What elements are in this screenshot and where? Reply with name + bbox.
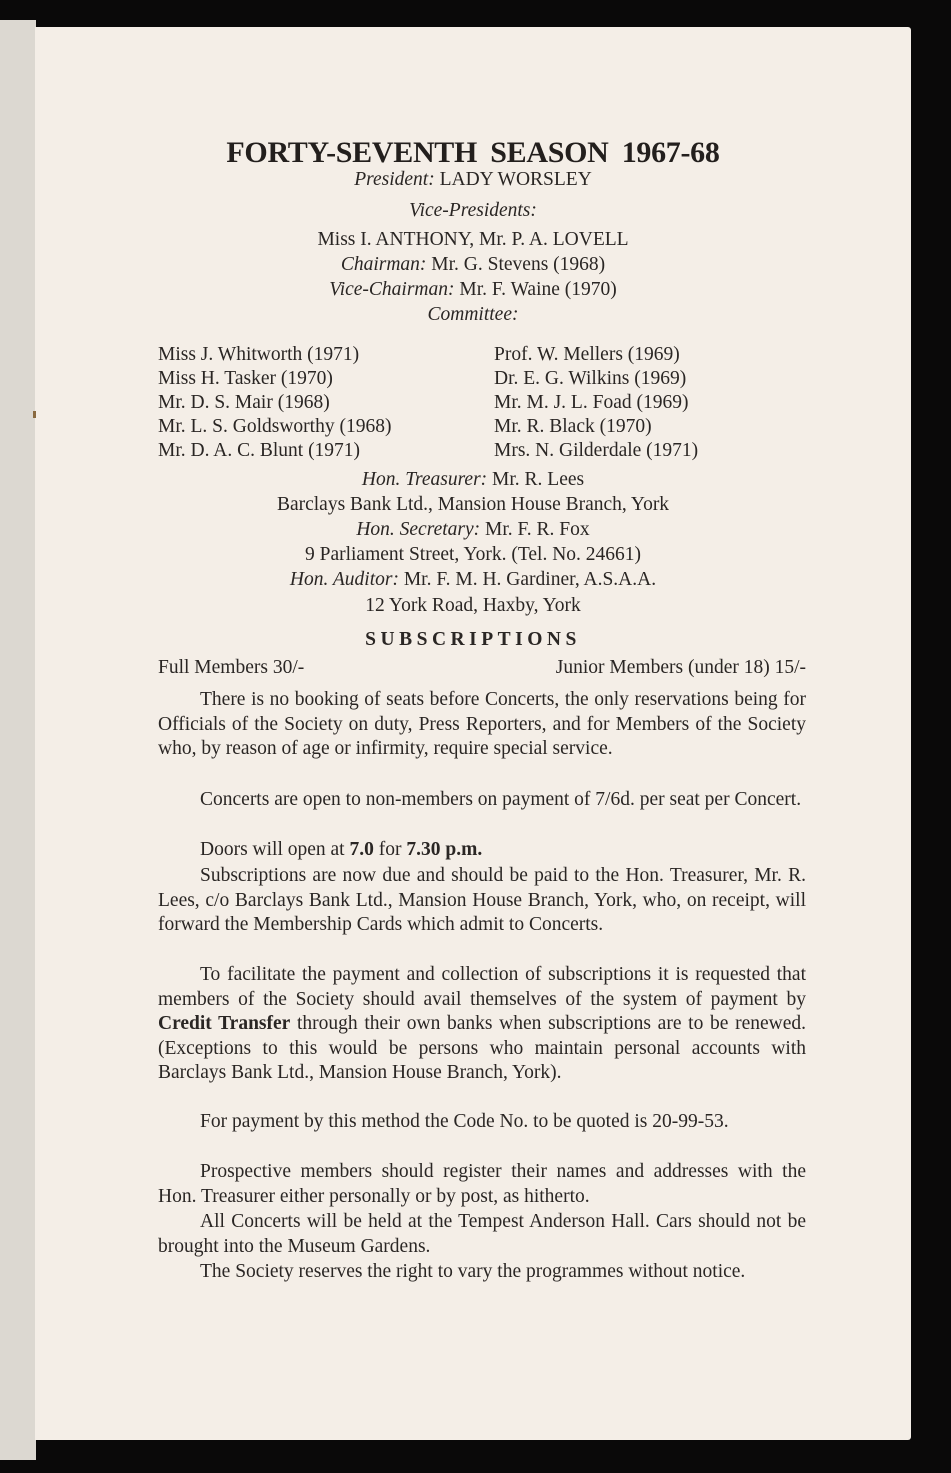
- committee-heading: [35, 303, 911, 327]
- credit-transfer-text-b: through their own banks when subscriptions are to be renewed. (Exceptions to this would be persons who maintain personal accounts with Barclays Bank Ltd., Mansion House Branch, York).: [158, 1013, 806, 1083]
- vice-chairman-name: Mr. F. Waine (1970): [459, 279, 617, 300]
- president-label: President:: [354, 169, 435, 190]
- secretary-line: [35, 518, 911, 542]
- junior-members-fee: Junior Members (under 18) 15/-: [555, 657, 806, 678]
- paragraph-subscriptions-due-text: Subscriptions are now due and should be paid to the Hon. Treasurer, Mr. R. Lees, c/o Barclays Bank Ltd., Mansion House Branch, York, who, on receipt, will forward the Membership Cards which admit to Concerts.: [158, 865, 806, 935]
- paragraph-non-members: [158, 788, 806, 813]
- paragraph-subscriptions-due: [158, 864, 806, 938]
- committee-member: Mr. M. J. L. Foad (1969): [494, 392, 689, 413]
- secretary-label: Hon. Secretary:: [356, 519, 481, 540]
- treasurer-address: Barclays Bank Ltd., Mansion House Branch, York: [276, 494, 670, 515]
- subscriptions-heading: SUBSCRIPTIONS: [365, 629, 581, 650]
- committee-member: Mr. L. S. Goldsworthy (1968): [158, 416, 392, 437]
- secretary-name: Mr. F. R. Fox: [485, 519, 590, 540]
- paragraph-credit-transfer: [158, 963, 806, 1086]
- doors-text: Doors will open at: [200, 839, 350, 860]
- auditor-address: 12 York Road, Haxby, York: [365, 595, 581, 616]
- chairman-name: Mr. G. Stevens (1968): [431, 254, 606, 275]
- committee-member: Prof. W. Mellers (1969): [494, 344, 680, 365]
- committee-member: Mrs. N. Gilderdale (1971): [494, 440, 699, 461]
- committee-member: Miss H. Tasker (1970): [158, 368, 333, 389]
- auditor-name: Mr. F. M. H. Gardiner, A.S.A.A.: [403, 569, 657, 590]
- auditor-line: [35, 568, 911, 592]
- paragraph-prospective-members: [158, 1160, 806, 1209]
- treasurer-label: Hon. Treasurer:: [361, 469, 488, 490]
- auditor-label: Hon. Auditor:: [289, 569, 399, 590]
- committee-member: Mr. D. A. C. Blunt (1971): [158, 440, 361, 461]
- vice-presidents-names: Miss I. ANTHONY, Mr. P. A. LOVELL: [317, 229, 629, 250]
- vice-chairman-label: Vice-Chairman:: [329, 279, 455, 300]
- doors-text-for: for: [373, 839, 407, 860]
- paragraph-code-number-text: For payment by this method the Code No. to be quoted is 20-99-53.: [200, 1111, 729, 1132]
- secretary-address: 9 Parliament Street, York. (Tel. No. 24661): [304, 544, 642, 565]
- page-mark: [33, 411, 36, 418]
- credit-transfer-text-a: To facilitate the payment and collection of subscriptions it is requested that members of the Society should avail themselves of the system of payment by: [158, 964, 806, 1010]
- full-members-fee: Full Members 30/-: [158, 657, 305, 678]
- paragraph-code-number: [158, 1110, 806, 1135]
- paragraph-prospective-members-text: Prospective members should register their names and addresses with the Hon. Treasurer either personally or by post, as hitherto.: [158, 1161, 806, 1207]
- vice-presidents-label: [35, 199, 911, 223]
- treasurer-line: [35, 468, 911, 492]
- committee-member: Mr. R. Black (1970): [494, 416, 652, 437]
- paragraph-venue-text: All Concerts will be held at the Tempest Anderson Hall. Cars should not be brought into the Museum Gardens.: [158, 1211, 806, 1257]
- treasurer-name: Mr. R. Lees: [492, 469, 585, 490]
- committee-label: Committee:: [427, 304, 519, 325]
- doors-open-time: 7.0: [349, 839, 374, 860]
- committee-member: Dr. E. G. Wilkins (1969): [494, 368, 687, 389]
- chairman-label: Chairman:: [340, 254, 427, 275]
- chairman-line: [35, 253, 911, 277]
- vice-chairman-line: [35, 278, 911, 302]
- page-title: FORTY-SEVENTH SEASON 1967-68: [226, 136, 720, 169]
- paragraph-doors: [158, 838, 806, 863]
- president-line: [35, 168, 911, 192]
- paragraph-non-members-text: Concerts are open to non-members on payment of 7/6d. per seat per Concert.: [200, 789, 802, 810]
- book-spine-edge: [0, 20, 36, 1460]
- paragraph-venue: [158, 1210, 806, 1259]
- committee-member: Miss J. Whitworth (1971): [158, 344, 360, 365]
- president-name: LADY WORSLEY: [439, 169, 592, 190]
- vice-presidents-label-text: Vice-Presidents:: [409, 200, 537, 221]
- credit-transfer-term: Credit Transfer: [158, 1013, 291, 1034]
- paragraph-booking-text: There is no booking of seats before Concerts, the only reservations being for Officials of the Society on duty, Press Reporters, and for Members of the Society who, by reason of age or infirmity, require special service.: [158, 689, 806, 759]
- concert-start-time: 7.30 p.m.: [406, 839, 483, 860]
- paragraph-booking: [158, 688, 806, 762]
- paragraph-programme-changes-text: The Society reserves the right to vary the programmes without notice.: [200, 1261, 746, 1282]
- paragraph-programme-changes: [158, 1260, 806, 1285]
- committee-member: Mr. D. S. Mair (1968): [158, 392, 330, 413]
